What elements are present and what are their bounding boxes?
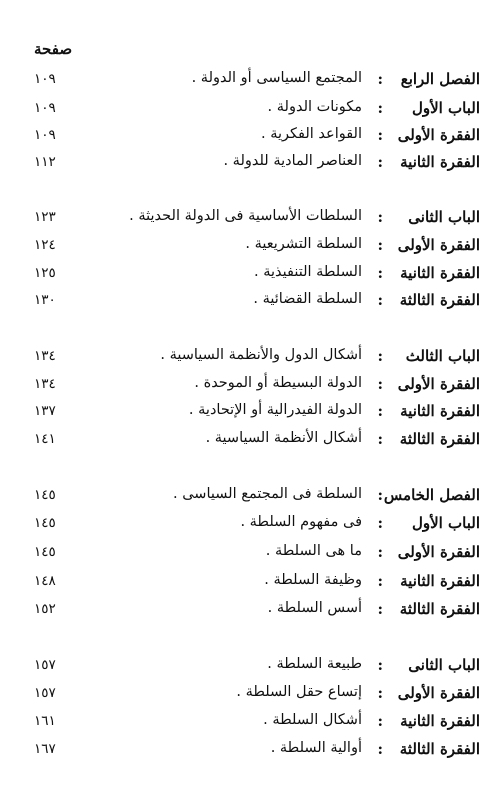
toc-entry-title: السلطة القضائية .: [253, 291, 362, 307]
toc-entry: [0, 514, 500, 540]
toc-section-label: الفقرة الثانية: [400, 712, 480, 730]
toc-entry: [0, 99, 500, 125]
toc-section-label: الباب الأول: [411, 514, 480, 532]
toc-colon: :: [377, 712, 383, 730]
toc-entry-title: السلطة التنفيذية .: [253, 264, 362, 280]
toc-colon: :: [377, 70, 383, 88]
toc-section-label: الفقرة الثانية: [400, 153, 480, 171]
toc-page-number: ١٤١: [34, 431, 56, 447]
toc-section-label: الفقرة الأولى: [397, 236, 480, 254]
toc-entry-title: الدولة الفيدرالية أو الإتحادية .: [188, 402, 362, 418]
toc-colon: :: [377, 656, 383, 674]
toc-entry-title: العناصر المادية للدولة .: [223, 153, 362, 169]
toc-entry: [0, 402, 500, 428]
toc-entry: [0, 347, 500, 373]
toc-colon: :: [377, 684, 383, 702]
toc-section-label: الفقرة الأولى: [397, 126, 480, 144]
toc-colon: :: [377, 264, 383, 282]
toc-colon: :: [377, 514, 383, 532]
toc-entry-title: أشكال الدول والأنظمة السياسية .: [160, 347, 362, 363]
toc-section-label: الباب الثانى: [408, 208, 480, 226]
toc-section-label: الفصل الخامس: [383, 486, 480, 504]
toc-page-number: ١٣٤: [34, 376, 56, 392]
toc-colon: :: [377, 572, 383, 590]
toc-entry: [0, 572, 500, 598]
toc-entry-title: السلطة فى المجتمع السياسى .: [173, 486, 362, 502]
toc-section-label: الفقرة الأولى: [397, 543, 480, 561]
toc-page-number: ١٣٤: [34, 348, 56, 364]
toc-page-number: ١٠٩: [34, 100, 56, 116]
toc-page-number: ١٤٨: [34, 573, 56, 589]
toc-entry-title: السلطة التشريعية .: [245, 236, 362, 252]
toc-entry-title: أشكال السلطة .: [263, 712, 362, 728]
toc-page-number: ١٣٠: [34, 292, 56, 308]
toc-entry-title: مكونات الدولة .: [267, 99, 362, 115]
toc-section-label: الفقرة الثانية: [400, 402, 480, 420]
toc-page-number: ١٤٥: [34, 515, 56, 531]
toc-page-number: ١٤٥: [34, 544, 56, 560]
toc-section-label: الفقرة الأولى: [397, 684, 480, 702]
page-column-header: صفحة: [34, 40, 73, 58]
toc-colon: :: [377, 486, 383, 504]
toc-colon: :: [377, 99, 383, 117]
toc-section-label: الفقرة الثالثة: [399, 291, 480, 309]
toc-page-number: ١٣٧: [34, 403, 56, 419]
toc-section-label: الفقرة الثالثة: [399, 600, 480, 618]
toc-page-number: ١٦٧: [34, 741, 56, 757]
toc-entry-title: أشكال الأنظمة السياسية .: [205, 430, 362, 446]
toc-entry-title: أوالية السلطة .: [270, 740, 362, 756]
toc-page-number: ١٥٧: [34, 657, 56, 673]
toc-page-number: ١٤٥: [34, 487, 56, 503]
toc-entry-title: أسس السلطة .: [267, 600, 362, 616]
toc-section-label: الباب الثانى: [408, 656, 480, 674]
toc-page-number: ١٠٩: [34, 71, 56, 87]
toc-entry-title: القواعد الفكرية .: [261, 126, 362, 142]
toc-page-number: ١٠٩: [34, 127, 56, 143]
toc-entry: [0, 600, 500, 626]
toc-entry-title: السلطات الأساسية فى الدولة الحديثة .: [129, 208, 362, 224]
toc-section-label: الفصل الرابع: [400, 70, 480, 88]
toc-entry: [0, 684, 500, 710]
toc-colon: :: [377, 126, 383, 144]
toc-entry: [0, 264, 500, 290]
toc-colon: :: [377, 402, 383, 420]
toc-colon: :: [377, 375, 383, 393]
toc-entry: [0, 712, 500, 738]
toc-entry: [0, 70, 500, 96]
toc-section-label: الفقرة الثانية: [400, 264, 480, 282]
toc-page-number: ١٦١: [34, 713, 56, 729]
toc-entry: [0, 543, 500, 569]
toc-entry: [0, 153, 500, 179]
toc-colon: :: [377, 153, 383, 171]
toc-colon: :: [377, 543, 383, 561]
toc-entry: [0, 291, 500, 317]
toc-section-label: الباب الأول: [411, 99, 480, 117]
toc-entry: [0, 656, 500, 682]
toc-page-number: ١٥٧: [34, 685, 56, 701]
toc-colon: :: [377, 236, 383, 254]
toc-page-number: ١٢٤: [34, 237, 56, 253]
toc-entry: [0, 236, 500, 262]
toc-colon: :: [377, 347, 383, 365]
toc-entry-title: إتساع حقل السلطة .: [236, 684, 362, 700]
toc-page-number: ١٥٢: [34, 601, 56, 617]
toc-entry: [0, 486, 500, 512]
toc-colon: :: [377, 430, 383, 448]
toc-entry-title: الدولة البسيطة أو الموحدة .: [194, 375, 362, 391]
toc-entry: [0, 430, 500, 456]
toc-page-number: ١١٢: [34, 154, 56, 170]
toc-entry: [0, 375, 500, 401]
toc-section-label: الفقرة الأولى: [397, 375, 480, 393]
toc-section-label: الفقرة الثالثة: [399, 740, 480, 758]
toc-entry-title: وظيفة السلطة .: [264, 572, 362, 588]
toc-colon: :: [377, 740, 383, 758]
toc-entry: [0, 126, 500, 152]
toc-colon: :: [377, 291, 383, 309]
toc-entry-title: فى مفهوم السلطة .: [240, 514, 362, 530]
toc-section-label: الباب الثالث: [405, 347, 480, 365]
toc-entry-title: طبيعة السلطة .: [267, 656, 362, 672]
toc-page-number: ١٢٥: [34, 265, 56, 281]
toc-entry: [0, 208, 500, 234]
toc-entry-title: المجتمع السياسى أو الدولة .: [191, 70, 362, 86]
toc-colon: :: [377, 600, 383, 618]
toc-section-label: الفقرة الثالثة: [399, 430, 480, 448]
toc-entry-title: ما هى السلطة .: [265, 543, 362, 559]
toc-colon: :: [377, 208, 383, 226]
toc-section-label: الفقرة الثانية: [400, 572, 480, 590]
toc-entry: [0, 740, 500, 766]
toc-page-number: ١٢٣: [34, 209, 56, 225]
